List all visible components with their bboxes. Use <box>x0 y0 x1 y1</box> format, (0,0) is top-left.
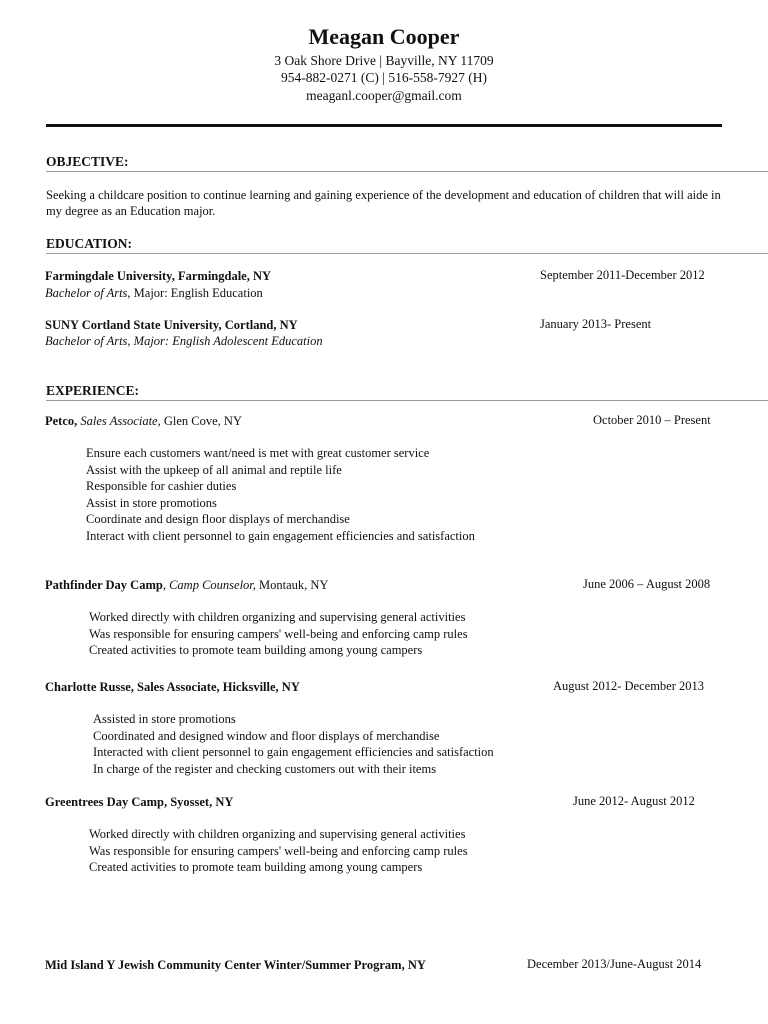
job-employer: Charlotte Russe, Sales Associate, Hicksville, NY <box>45 680 300 694</box>
objective-heading: OBJECTIVE: <box>46 154 129 169</box>
job-duty: In charge of the register and checking customers out with their items <box>93 761 437 776</box>
email-line: meaganl.cooper@gmail.com <box>306 88 462 103</box>
job-dates: October 2010 – Present <box>593 413 711 427</box>
objective-divider <box>46 171 768 172</box>
job-location: Glen Cove, NY <box>160 414 242 428</box>
education-school: Farmingdale University, Farmingdale, NY <box>45 269 272 283</box>
job-duty: Worked directly with children organizing and supervising general activities <box>89 610 466 624</box>
job-duty: Assist in store promotions <box>86 495 217 510</box>
degree-italic: Bachelor of Arts, <box>45 286 131 300</box>
education-dates: January 2013- Present <box>540 317 652 331</box>
job-duty: Was responsible for ensuring campers' well-being and enforcing camp rules <box>89 843 468 858</box>
education-divider <box>46 253 768 254</box>
job-duties-list <box>89 826 468 876</box>
phone-line: 954-882-0271 (C) | 516-558-7927 (H) <box>281 70 487 85</box>
experience-heading: EXPERIENCE: <box>46 383 140 398</box>
job-duties-list <box>86 445 475 544</box>
job-role: Sales Associate, <box>77 414 161 428</box>
job-duty: Created activities to promote team building among young campers <box>89 860 423 874</box>
degree-major: Major: English Education <box>130 286 263 300</box>
job-role: , Camp Counselor, <box>162 578 256 592</box>
job-duty: Coordinated and designed window and floor displays of merchandise <box>93 728 440 743</box>
job-dates: June 2006 – August 2008 <box>583 577 711 591</box>
job-employer: Pathfinder Day Camp <box>45 578 163 592</box>
experience-divider <box>46 400 768 401</box>
job-duty: Worked directly with children organizing and supervising general activities <box>89 827 466 841</box>
objective-text: Seeking a childcare position to continue learning and gaining experience of the development and education of children that will aide in my degree as an Education major. <box>46 188 721 218</box>
education-heading: EDUCATION: <box>46 236 133 251</box>
job-duty: Assisted in store promotions <box>93 712 236 726</box>
job-duty: Ensure each customers want/need is met with great customer service <box>86 446 430 460</box>
job-duty: Interact with client personnel to gain engagement efficiencies and satisfaction <box>86 528 475 543</box>
job-duties-list <box>93 711 494 777</box>
job-employer: Mid Island Y Jewish Community Center Winter/Summer Program, NY <box>45 958 426 972</box>
job-employer: Petco, <box>45 414 78 428</box>
job-title-line <box>45 413 242 429</box>
education-degree <box>45 285 263 301</box>
job-dates: June 2012- August 2012 <box>573 794 695 808</box>
degree-italic: Bachelor of Arts, Major: English Adolescent Education <box>45 334 323 348</box>
job-dates: August 2012- December 2013 <box>553 679 705 693</box>
job-duty: Assist with the upkeep of all animal and reptile life <box>86 462 342 477</box>
job-employer: Greentrees Day Camp, Syosset, NY <box>45 795 234 809</box>
job-title-line <box>45 577 329 593</box>
address-line: 3 Oak Shore Drive | Bayville, NY 11709 <box>274 53 494 68</box>
applicant-name: Meagan Cooper <box>308 24 460 49</box>
education-dates: September 2011-December 2012 <box>540 268 705 282</box>
job-duty: Responsible for cashier duties <box>86 479 237 493</box>
job-duty: Was responsible for ensuring campers' well-being and enforcing camp rules <box>89 626 468 641</box>
job-location: Montauk, NY <box>255 578 329 592</box>
job-dates: December 2013/June-August 2014 <box>527 957 702 971</box>
job-duty: Interacted with client personnel to gain engagement efficiencies and satisfaction <box>93 745 494 759</box>
education-degree <box>45 333 323 349</box>
job-duty: Created activities to promote team building among young campers <box>89 643 423 657</box>
header-divider <box>46 124 722 127</box>
job-duty: Coordinate and design floor displays of merchandise <box>86 512 350 526</box>
education-school: SUNY Cortland State University, Cortland, NY <box>45 318 298 332</box>
job-duties-list <box>89 609 468 659</box>
